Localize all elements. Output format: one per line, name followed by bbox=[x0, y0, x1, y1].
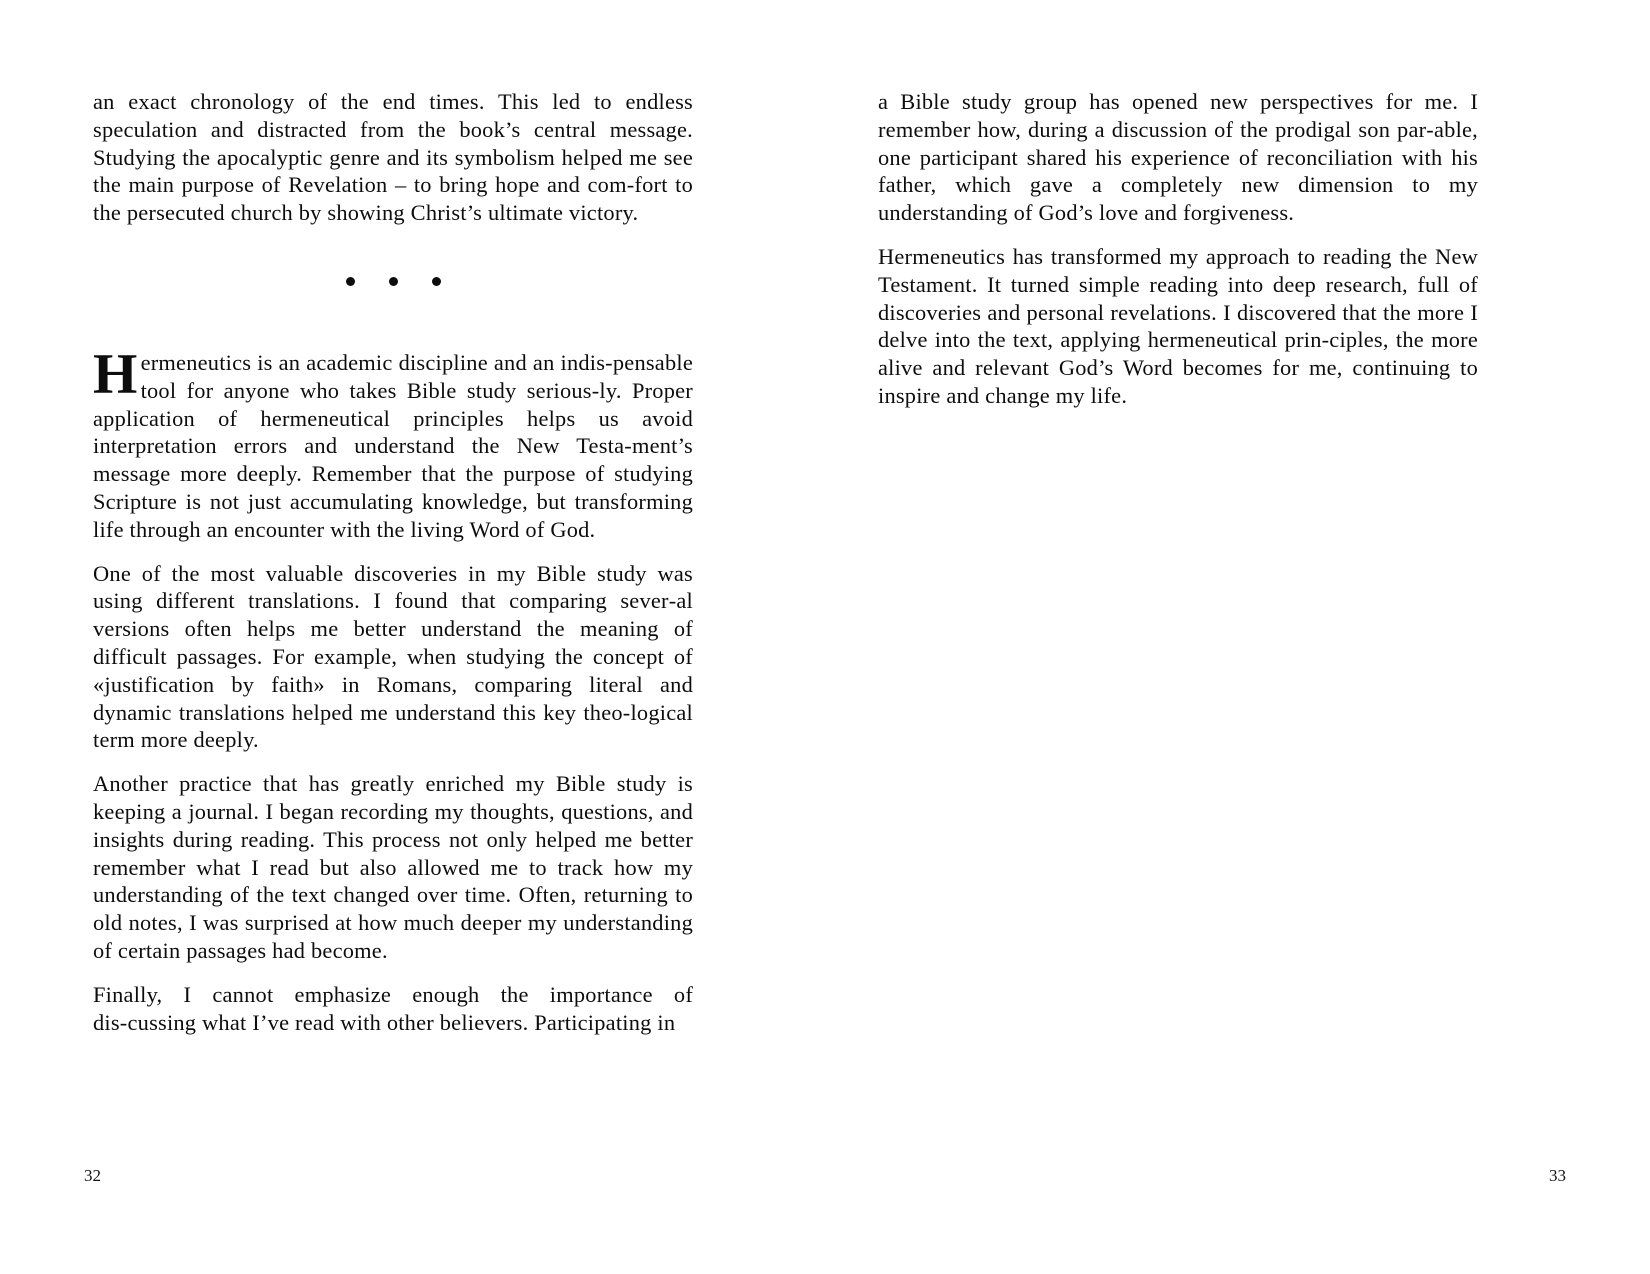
drop-cap-letter: H bbox=[93, 342, 138, 406]
bullet-dot-icon bbox=[389, 277, 398, 286]
paragraph-conclusion: Hermeneutics has transformed my approach to reading the New Testament. It turned simple reading into deep research, full of discoveries and personal revelations. I discovered that the more I delve into the text, applying hermeneutical prin‑ciples, the more alive and relevant God’s Word becomes for me, continuing to inspire and change my life. bbox=[878, 243, 1478, 408]
paragraph-bible-study-group: a Bible study group has opened new perspectives for me. I remember how, during a discussion of the prodigal son par‑able, one participant shared his experience of reconciliation with his father, which gave a completely new dimension to my understanding of God’s love and forgiveness. bbox=[878, 89, 1478, 226]
paragraph-with-dropcap bbox=[93, 342, 693, 544]
drop-cap-paragraph-text: ermeneutics is an academic discipline and an indis‑pensable tool for anyone who takes Bible study serious‑ly. Proper application of hermeneutical principles helps us avoid interpretation errors and understand the New Testa‑ment’s message more deeply. Remember that the purpose of studying Scripture is not just accumulating knowledge, but transforming life through an encounter with the living Word of God. bbox=[93, 349, 693, 542]
paragraph-discussion: Finally, I cannot emphasize enough the importance of dis‑cussing what I’ve read with other believers. Participating in bbox=[93, 981, 693, 1035]
page-number-right: 33 bbox=[1549, 1166, 1566, 1185]
page-number-left: 32 bbox=[84, 1166, 101, 1185]
paragraph-translations: One of the most valuable discoveries in my Bible study was using different translations. I found that comparing sever‑al versions often helps me better understand the meaning of difficult passages. For example, when studying the concept of «justification by faith» in Romans, comparing literal and dynamic translations helped me understand this key theo‑logical term more deeply. bbox=[93, 560, 693, 753]
paragraph-continued: an exact chronology of the end times. This led to endless speculation and distracted from the book’s central message. Studying the apocalyptic genre and its symbolism helped me see the main purpose of Revelation – to bring hope and com‑fort to the persecuted church by showing Christ’s ultimate victory. bbox=[93, 89, 693, 226]
text-column-left bbox=[93, 88, 693, 1036]
text-column-right bbox=[878, 88, 1478, 410]
bullet-dot-icon bbox=[432, 277, 441, 286]
bullet-dot-icon bbox=[346, 277, 355, 286]
page-right bbox=[825, 0, 1650, 1274]
section-break-ornament bbox=[93, 273, 693, 299]
paragraph-journal: Another practice that has greatly enriched my Bible study is keeping a journal. I began recording my thoughts, questions, and insights during reading. This process not only helped me better remember what I read but also allowed me to track how my understanding of the text changed over time. Often, returning to old notes, I was surprised at how much deeper my understanding of certain passages had become. bbox=[93, 771, 693, 963]
